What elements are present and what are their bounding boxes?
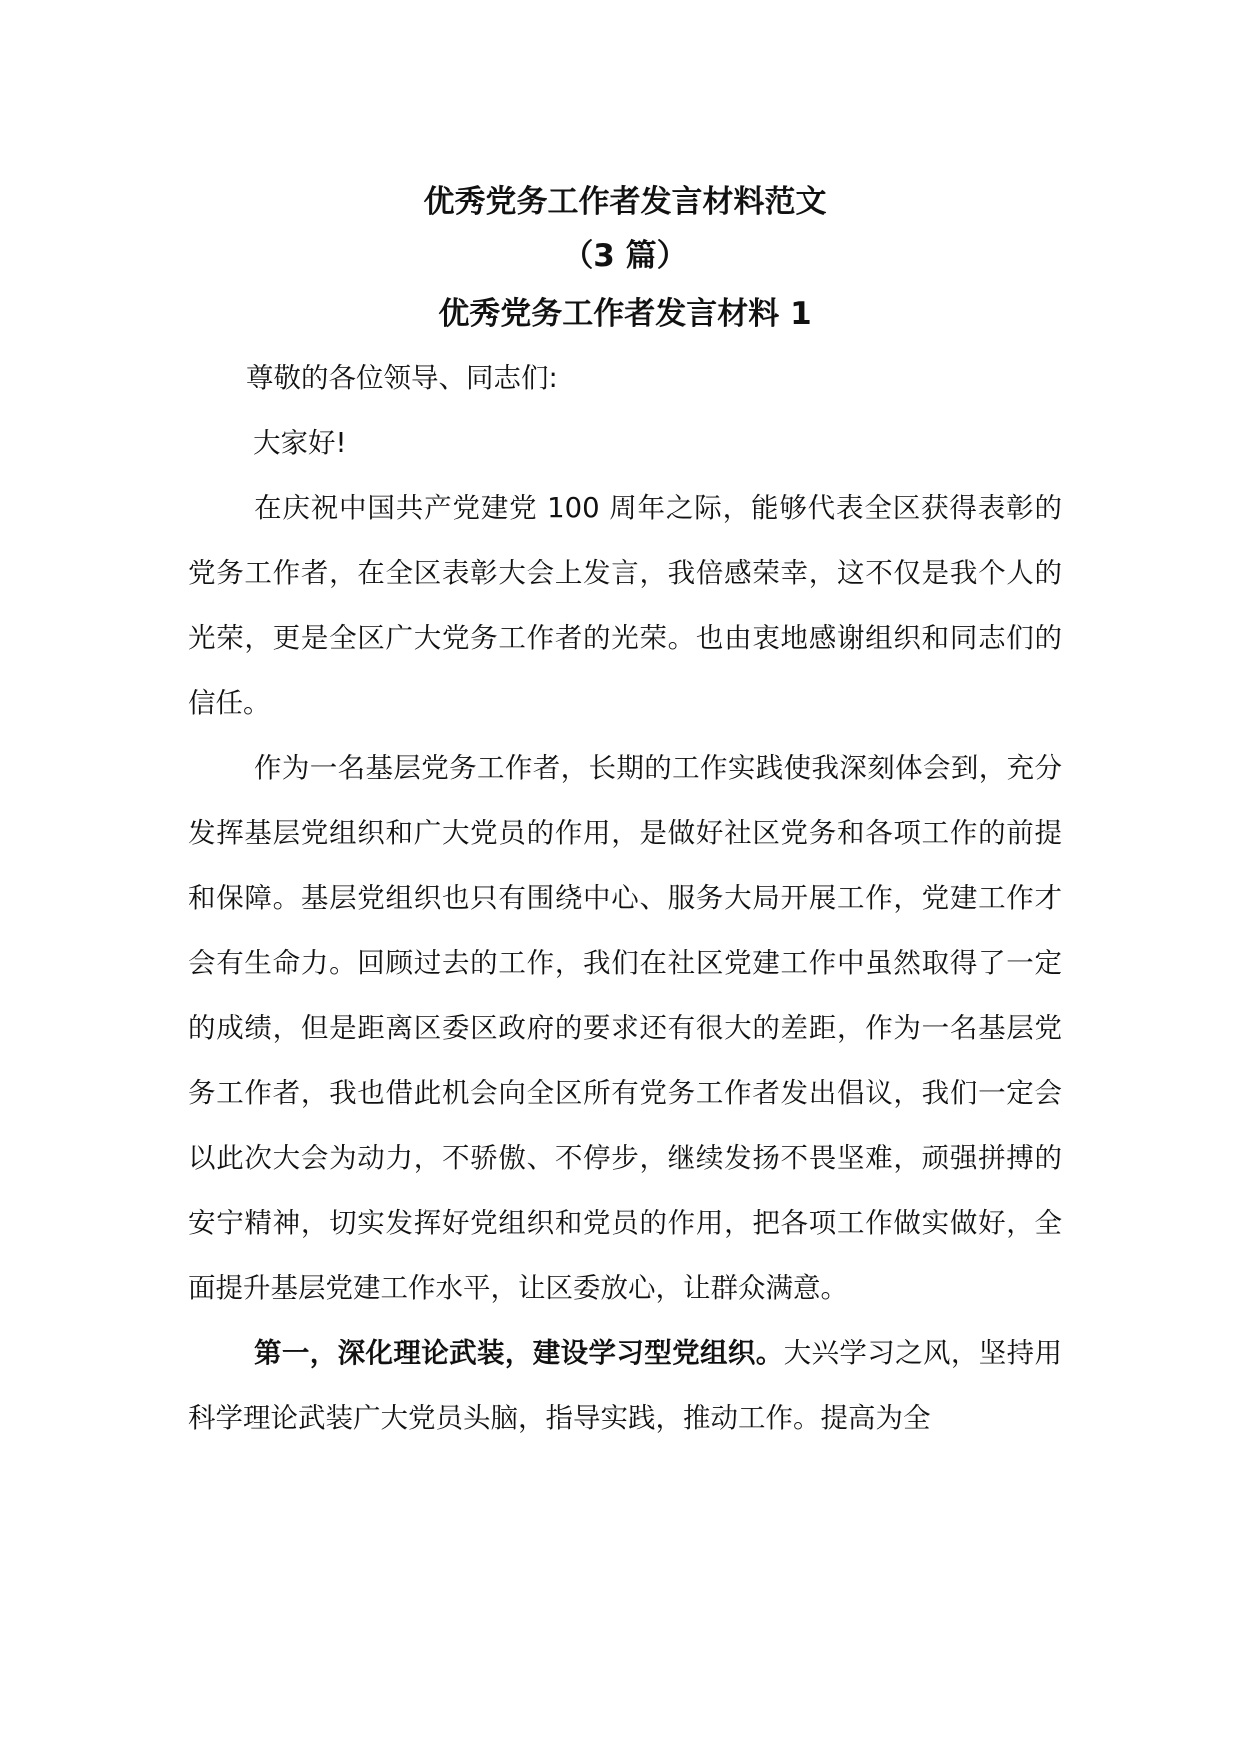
- document-title: 优秀党务工作者发言材料范文: [423, 184, 827, 220]
- paragraph-1: 在庆祝中国共产党建党 100 周年之际，能够代表全区获得表彰的党务工作者，在全区表彰大会上发言，我倍感荣幸，这不仅是我个人的光荣，更是全区广大党务工作者的光荣。也由衷地感谢组织和同志们的信任。: [188, 492, 1062, 719]
- section-title: 优秀党务工作者发言材料 1: [438, 296, 812, 332]
- paragraph-3-text: 大兴学习之风，坚持用科学理论武装广大党员头脑，指导实践，推动工作。提高为全: [188, 1337, 1062, 1434]
- paragraph-2: 作为一名基层党务工作者，长期的工作实践使我深刻体会到，充分发挥基层党组织和广大党员的作用，是做好社区党务和各项工作的前提和保障。基层党组织也只有围绕中心、服务大局开展工作，党建工作才会有生命力。回顾过去的工作，我们在社区党建工作中虽然取得了一定的成绩，但是距离区委区政府的要求还有很大的差距，作为一名基层党务工作者，我也借此机会向全区所有党务工作者发出倡议，我们一定会以此次大会为动力，不骄傲、不停步，继续发扬不畏坚难，顽强拼搏的安宁精神，切实发挥好党组织和党员的作用，把各项工作做实做好，全面提升基层党建工作水平，让区委放心，让群众满意。: [188, 752, 1062, 1304]
- greeting: 大家好!: [253, 427, 347, 459]
- paragraph-3-heading: 第一，深化理论武装，建设学习型党组织。: [254, 1337, 784, 1369]
- salutation: 尊敬的各位领导、同志们:: [246, 362, 558, 394]
- document-page: [188, 170, 1062, 1451]
- document-subtitle: （3 篇）: [562, 238, 688, 274]
- paragraph-3: [188, 1321, 1062, 1451]
